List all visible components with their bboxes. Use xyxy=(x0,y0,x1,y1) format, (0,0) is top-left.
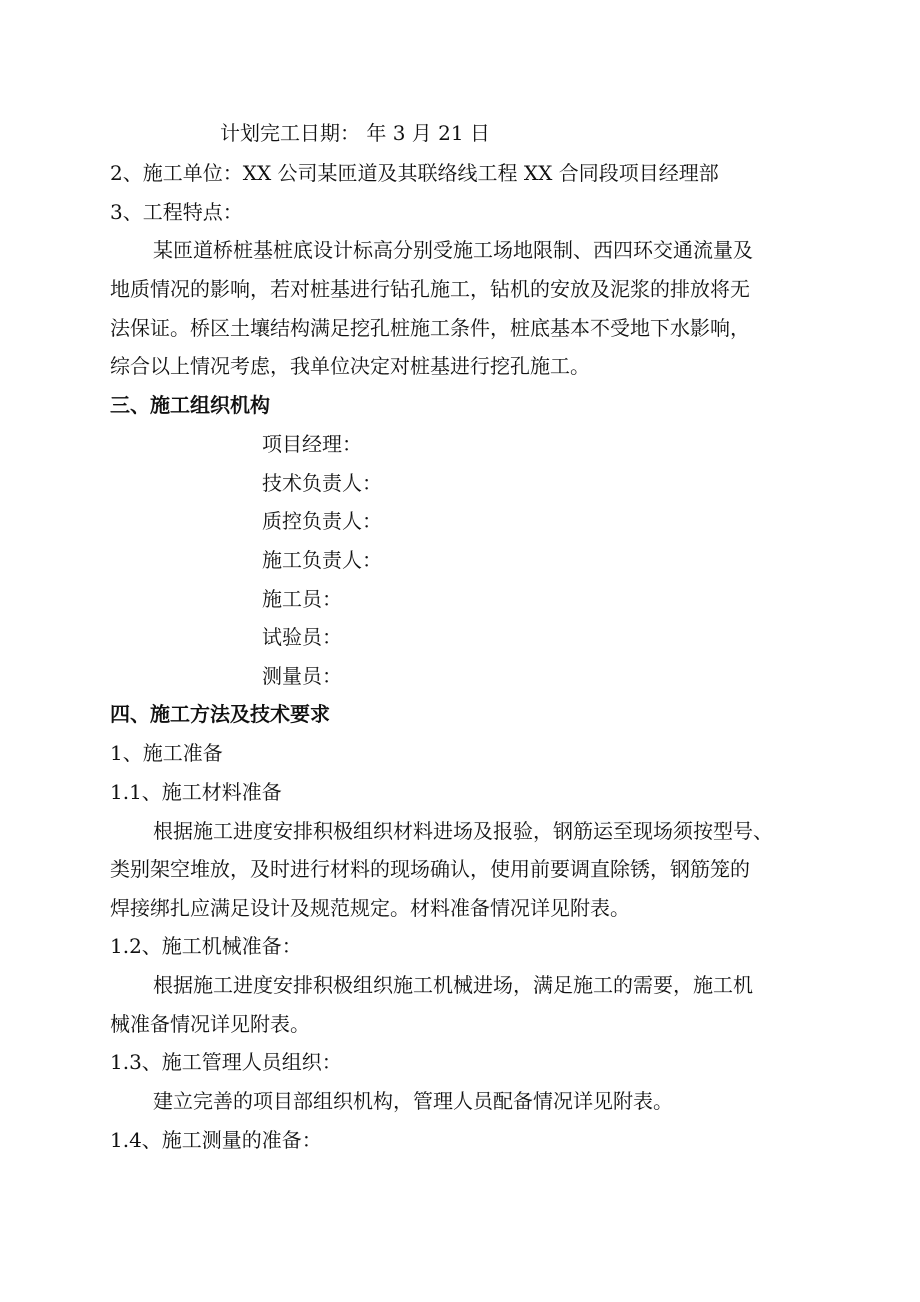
features-heading: 3、工程特点： xyxy=(110,200,243,224)
features-paragraph-line-1: 某匝道桥桩基桩底设计标高分别受施工场地限制、西四环交通流量及 xyxy=(153,238,753,262)
role-quality-lead: 质控负责人： xyxy=(262,509,382,533)
subsection-1-4-title: 1.4、施工测量的准备： xyxy=(110,1128,322,1152)
subsection-1-1-para-line-2: 类别架空堆放，及时进行材料的现场确认，使用前要调直除锈，钢筋笼的 xyxy=(110,857,750,881)
features-paragraph-line-4: 综合以上情况考虑，我单位决定对桩基进行挖孔施工。 xyxy=(110,354,590,378)
subsection-1-1-para-line-1: 根据施工进度安排积极组织材料进场及报验，钢筋运至现场须按型号、 xyxy=(153,819,773,843)
subsection-1-2-title: 1.2、施工机械准备： xyxy=(110,934,302,958)
role-constructor: 施工员： xyxy=(262,587,342,611)
subsection-1-3-para-line-1: 建立完善的项目部组织机构，管理人员配备情况详见附表。 xyxy=(153,1089,673,1113)
features-paragraph-line-2: 地质情况的影响，若对桩基进行钻孔施工，钻机的安放及泥浆的排放将无 xyxy=(110,277,750,301)
role-tester: 试验员： xyxy=(262,625,342,649)
subsection-1-2-para-line-2: 械准备情况详见附表。 xyxy=(110,1012,310,1036)
subsection-1-2-para-line-1: 根据施工进度安排积极组织施工机械进场，满足施工的需要，施工机 xyxy=(153,973,753,997)
subsection-1-1-para-line-3: 焊接绑扎应满足设计及规范规定。材料准备情况详见附表。 xyxy=(110,896,630,920)
role-project-manager: 项目经理： xyxy=(262,432,362,456)
subsection-1-1-title: 1.1、施工材料准备 xyxy=(110,780,282,804)
role-technical-lead: 技术负责人： xyxy=(262,471,382,495)
contractor-line: 2、施工单位：XX 公司某匝道及其联络线工程 XX 合同段项目经理部 xyxy=(110,161,719,185)
completion-date-line: 计划完工日期： 年 3 月 21 日 xyxy=(220,121,490,145)
role-surveyor: 测量员： xyxy=(262,664,342,688)
section-4-heading: 四、施工方法及技术要求 xyxy=(110,702,330,726)
subsection-1-title: 1、施工准备 xyxy=(110,741,223,765)
role-construction-lead: 施工负责人： xyxy=(262,548,382,572)
section-3-heading: 三、施工组织机构 xyxy=(110,393,270,417)
subsection-1-3-title: 1.3、施工管理人员组织： xyxy=(110,1050,342,1074)
features-paragraph-line-3: 法保证。桥区土壤结构满足挖孔桩施工条件，桩底基本不受地下水影响， xyxy=(110,316,750,340)
